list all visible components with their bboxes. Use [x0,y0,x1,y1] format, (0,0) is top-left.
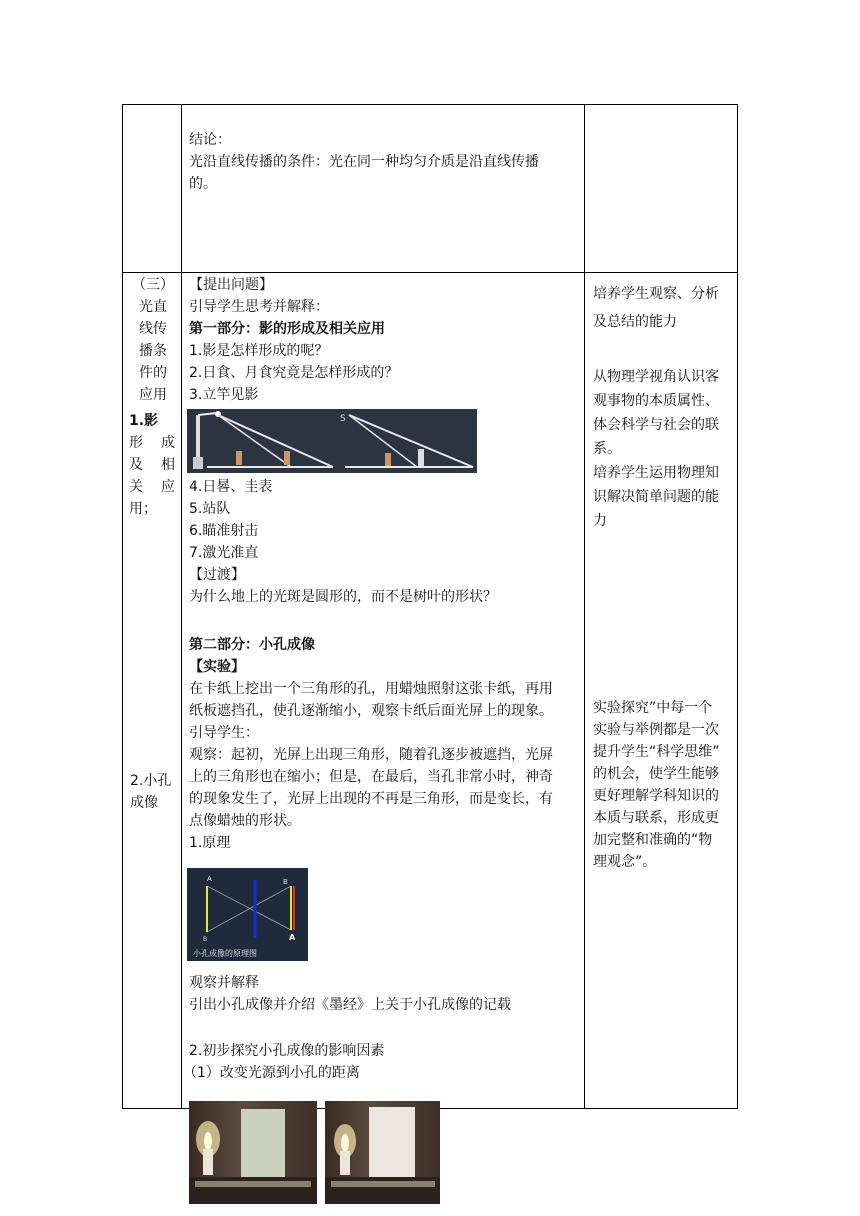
section-title-line: 应用 [139,387,167,403]
candle-photo-2 [325,1101,440,1204]
content-line: 1.影是怎样形成的呢？ [189,343,329,359]
goal-line: 加完整和准确的“物 [593,832,713,848]
content-line: 1.原理 [189,835,231,851]
subsection-number: 1.影 [129,413,159,429]
section-number: （三） [132,277,174,293]
col-border-left [122,104,123,1109]
shadow-illustration-left [187,409,335,473]
row-divider [122,272,738,273]
content-line: 在卡纸上挖出一个三角形的孔，用蜡烛照射这张卡纸，再用 [189,681,553,697]
subsection-number: 2.小孔 [130,773,172,789]
goal-line: 实验探究”中每一个 [593,700,713,716]
goal-block-3 [593,697,720,873]
goal-line: 的机会，使学生能够 [593,766,719,782]
content-line: 6.瞄准射击 [189,523,259,539]
lamp-shadow-diagram [187,409,335,473]
col-border-right [737,104,738,1109]
shadow-letter: S [340,414,346,424]
content-line: 点像蜡烛的形状。 [189,813,301,829]
section-heading [128,274,178,406]
subsection-line: 用； [129,501,157,517]
point-label: A [289,933,296,942]
section-title-line: 播条 [139,343,167,359]
subsection-pinhole [130,770,180,814]
subsection-line: 成像 [130,795,158,811]
goal-line: 更好理解学科知识的 [593,788,719,804]
subsection-line: 及 相 [129,457,175,473]
content-line: 5.站队 [189,501,231,517]
shadow-illustration-right [335,409,477,473]
goal-line: 实验与举例都是一次 [593,722,719,738]
goal-line: 本质与联系，形成更 [593,810,719,826]
pinhole-diagram [187,868,308,961]
content-line: 引导学生： [189,725,259,741]
goal-line: 从物理学视角认识客 [593,369,719,385]
content-line: 7.激光准直 [189,545,259,561]
subsection-shadow [129,410,175,520]
point-label: B [283,878,288,886]
section-title-line: 件的 [139,365,167,381]
goal-line: 理观念”。 [593,854,657,870]
goal-line: 体会科学与社会的联 [593,417,719,433]
content-line: 2.日食、月食究竟是怎样形成的？ [189,365,399,381]
goal-block-2 [593,365,719,533]
subsection-line: 关 应 [129,479,175,495]
section-title-line: 线传 [139,321,167,337]
goal-line: 培养学生运用物理知 [593,465,719,481]
conclusion-label: 结论： [189,132,231,148]
content-block-d [189,972,511,1016]
sun-shadow-diagram [335,409,477,473]
content-line: 4.日晷、圭表 [189,479,273,495]
experiment-heading: 【实验】 [189,659,245,675]
goal-line: 观事物的本质属性、 [593,393,719,409]
pinhole-principle-graphic [187,868,308,961]
content-line: 上的三角形也在缩小；但是，在最后，当孔非常小时，神奇 [189,769,553,785]
content-line: 纸板遮挡孔，使孔逐渐缩小，观察卡纸后面光屏上的现象。 [189,703,553,719]
content-line: 2.初步探究小孔成像的影响因素 [189,1043,385,1059]
section-title-line: 光直 [139,299,167,315]
goal-line: 识解决简单问题的能 [593,489,719,505]
goal-block-1 [593,280,719,336]
goal-line: 培养学生观察、分析 [593,286,719,302]
conclusion-block [189,129,539,195]
content-line: 引出小孔成像并介绍《墨经》上关于小孔成像的记载 [189,997,511,1013]
content-line: 为什么地上的光斑是圆形的，而不是树叶的形状？ [189,589,497,605]
content-line: 的现象发生了，光屏上出现的不再是三角形，而是变长，有 [189,791,553,807]
col-divider-1 [181,104,182,1109]
content-line: 【过渡】 [189,567,245,583]
point-label: A [207,875,212,883]
content-line: 3.立竿见影 [189,387,259,403]
conclusion-text-end: 的。 [189,176,217,192]
content-block-e [183,1040,385,1084]
diagram-caption: 小孔成像的原理图 [193,949,257,958]
content-block-a [189,274,398,406]
goal-line: 系。 [593,441,621,457]
part-one-heading: 第一部分：影的形成及相关应用 [189,321,385,337]
content-block-b [189,476,497,608]
goal-line: 提升学生“科学思维” [593,744,720,760]
point-label: B [203,936,208,943]
table-top-border [122,104,738,105]
content-line: 观察并解释 [189,975,259,991]
content-line: 引导学生思考并解释： [189,299,329,315]
goal-line: 及总结的能力 [593,314,677,330]
conclusion-text: 光沿直线传播的条件：光在同一种均匀介质是沿直线传播 [189,154,539,170]
col-divider-2 [584,104,585,1109]
subsection-line: 形 成 [129,435,175,451]
goal-line: 力 [593,513,607,529]
content-line: 观察：起初，光屏上出现三角形，随着孔逐步被遮挡，光屏 [189,747,553,763]
content-line: （1）改变光源到小孔的距离 [183,1065,360,1081]
content-line: 【提出问题】 [189,277,273,293]
content-block-c [189,634,553,854]
part-two-heading: 第二部分：小孔成像 [189,637,315,653]
candle-photo-1 [189,1101,317,1204]
